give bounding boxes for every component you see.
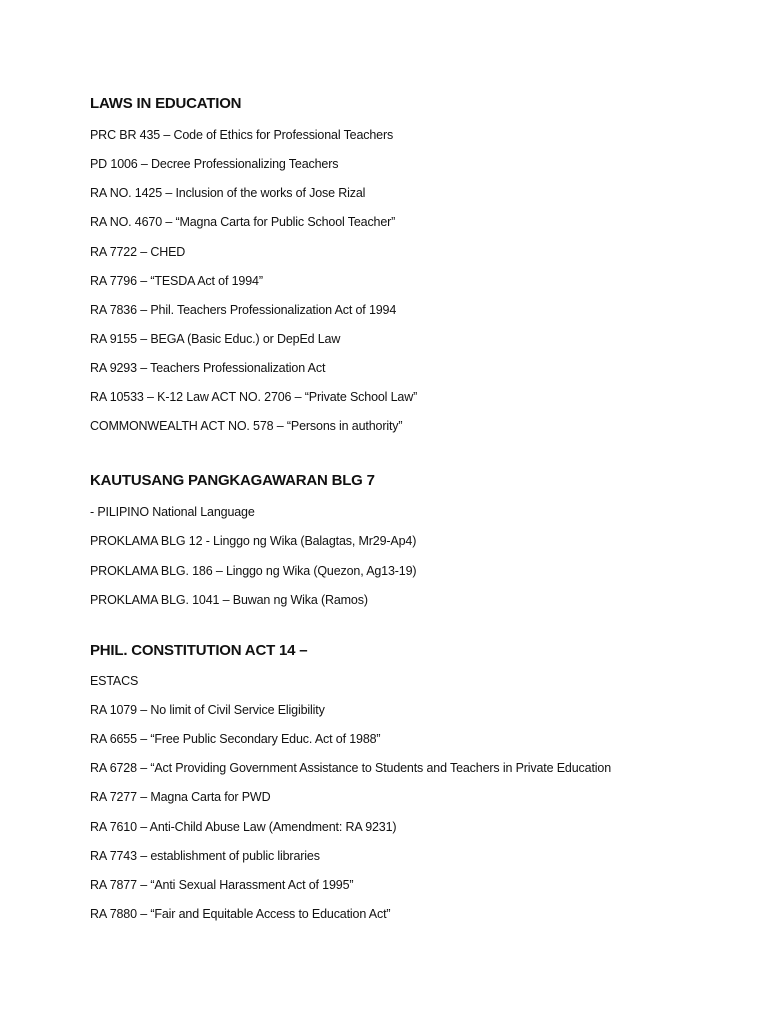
list-item: RA 7610 – Anti-Child Abuse Law (Amendment: RA 9231) [90, 820, 397, 834]
list-item: COMMONWEALTH ACT NO. 578 – “Persons in authority” [90, 419, 403, 433]
list-item: RA 7743 – establishment of public libraries [90, 849, 320, 863]
list-item: PD 1006 – Decree Professionalizing Teachers [90, 157, 339, 171]
section-heading-phil-constitution: PHIL. CONSTITUTION ACT 14 – [90, 642, 308, 659]
list-item: RA 10533 – K-12 Law ACT NO. 2706 – “Private School Law” [90, 390, 418, 404]
section-heading-kautusang-pangkagawaran: KAUTUSANG PANGKAGAWARAN BLG 7 [90, 472, 375, 489]
list-item: RA 1079 – No limit of Civil Service Eligibility [90, 703, 325, 717]
list-item: RA 6728 – “Act Providing Government Assistance to Students and Teachers in Private Education [90, 761, 611, 775]
list-item: RA 6655 – “Free Public Secondary Educ. Act of 1988” [90, 732, 381, 746]
list-item: RA 7277 – Magna Carta for PWD [90, 790, 271, 804]
list-item: RA 7877 – “Anti Sexual Harassment Act of 1995” [90, 878, 354, 892]
list-item: RA 7836 – Phil. Teachers Professionalization Act of 1994 [90, 303, 397, 317]
list-item: RA 7880 – “Fair and Equitable Access to Education Act” [90, 907, 391, 921]
list-item: PROKLAMA BLG. 1041 – Buwan ng Wika (Ramos) [90, 593, 368, 607]
section-heading-laws-in-education: LAWS IN EDUCATION [90, 95, 242, 112]
list-item: RA 7722 – CHED [90, 245, 186, 259]
list-item: RA 9293 – Teachers Professionalization Act [90, 361, 326, 375]
list-item: RA NO. 1425 – Inclusion of the works of Jose Rizal [90, 186, 366, 200]
list-item: - PILIPINO National Language [90, 505, 255, 519]
list-item: RA NO. 4670 – “Magna Carta for Public School Teacher” [90, 215, 396, 229]
list-item: PROKLAMA BLG 12 - Linggo ng Wika (Balagtas, Mr29-Ap4) [90, 534, 417, 548]
list-item: RA 7796 – “TESDA Act of 1994” [90, 274, 263, 288]
list-item: PROKLAMA BLG. 186 – Linggo ng Wika (Quezon, Ag13-19) [90, 564, 417, 578]
list-item: RA 9155 – BEGA (Basic Educ.) or DepEd Law [90, 332, 341, 346]
list-item: PRC BR 435 – Code of Ethics for Professional Teachers [90, 128, 394, 142]
list-item: ESTACS [90, 674, 139, 688]
